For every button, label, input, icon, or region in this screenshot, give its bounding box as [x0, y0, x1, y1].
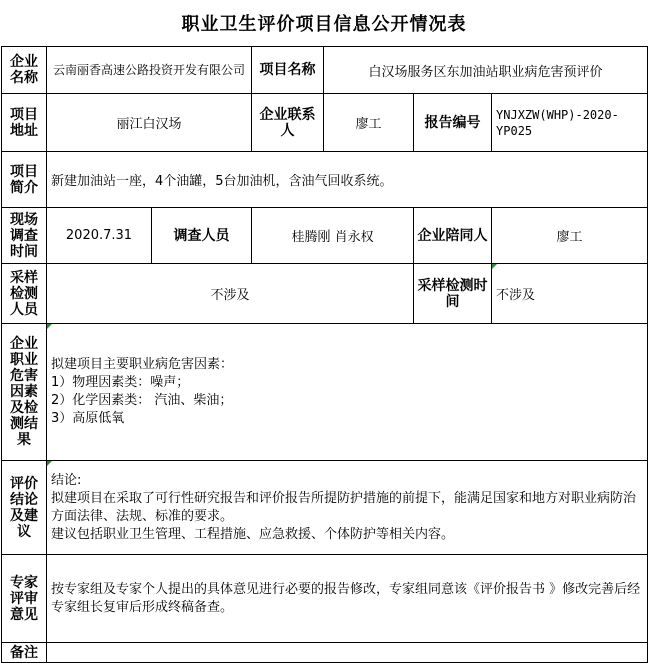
- remark-label: 备注: [2, 643, 47, 663]
- intro-label: 项目简介: [2, 152, 47, 208]
- conclusion-line: 结论:: [51, 472, 82, 488]
- survey-time-value: 2020.7.31: [47, 208, 152, 264]
- expert-value: 按专家组及专家个人提出的具体意见进行必要的报告修改，专家组同意该《评价报告书 》修改完善后经专家组长复审后形成终稿备查。: [47, 555, 648, 643]
- company-value: 云南丽香高速公路投资开发有限公司: [47, 47, 252, 94]
- escort-value: 廖工: [492, 208, 648, 264]
- sampling-time-label: 采样检测时间: [414, 264, 492, 324]
- expert-label: 专家评审意见: [2, 555, 47, 643]
- hazards-value: [47, 324, 648, 461]
- remark-value: [47, 643, 648, 663]
- project-label: 项目名称: [252, 47, 324, 94]
- report-no-label: 报告编号: [414, 94, 492, 152]
- hazards-line: 拟建项目主要职业病危害因素：: [51, 357, 234, 372]
- sampling-staff-label: 采样检测人员: [2, 264, 47, 324]
- project-value: 白汉场服务区东加油站职业病危害预评价: [324, 47, 648, 94]
- row-remark: [2, 643, 648, 663]
- info-table: [1, 46, 648, 663]
- hazards-label: 企业职业危害因素及检测结果: [2, 324, 47, 461]
- row-intro: [2, 152, 648, 208]
- address-value: 丽江白汉场: [47, 94, 252, 152]
- surveyors-value: 桂腾刚 肖永权: [252, 208, 414, 264]
- conclusion-line: 拟建项目在采取了可行性研究报告和评价报告所提防护措施的前提下，能满足国家和地方对职业病防治方面法律、法规、标准的要求。: [51, 490, 637, 524]
- row-survey: [2, 208, 648, 264]
- conclusion-value: [47, 461, 648, 555]
- hazards-line: 3）高原低氧: [51, 411, 125, 426]
- intro-value: 新建加油站一座，4个油罐，5台加油机，含油气回收系统。: [47, 152, 648, 208]
- row-address: [2, 94, 648, 152]
- hazards-line: 1）物理因素类：噪声；: [51, 375, 190, 390]
- company-label: 企业名称: [2, 47, 47, 94]
- conclusion-label: 评价结论及建议: [2, 461, 47, 555]
- hazards-line: 2）化学因素类： 汽油、柴油；: [51, 393, 233, 408]
- page-title: 职业卫生评价项目信息公开情况表: [181, 14, 467, 35]
- row-company: [2, 47, 648, 94]
- row-hazards: [2, 324, 648, 461]
- row-conclusion: [2, 461, 648, 555]
- sampling-time-value: 不涉及: [492, 264, 648, 324]
- escort-label: 企业陪同人: [414, 208, 492, 264]
- address-label: 项目地址: [2, 94, 47, 152]
- contact-label: 企业联系人: [252, 94, 324, 152]
- report-no-value: YNJXZW(WHP)-2020-YP025: [492, 94, 648, 152]
- conclusion-line: 建议包括职业卫生管理、工程措施、应急救援、个体防护等相关内容。: [51, 526, 455, 542]
- contact-value: 廖工: [324, 94, 414, 152]
- survey-time-label: 现场调查时间: [2, 208, 47, 264]
- surveyors-label: 调查人员: [152, 208, 252, 264]
- sampling-staff-value: 不涉及: [47, 264, 414, 324]
- row-expert: [2, 555, 648, 643]
- row-sampling: [2, 264, 648, 324]
